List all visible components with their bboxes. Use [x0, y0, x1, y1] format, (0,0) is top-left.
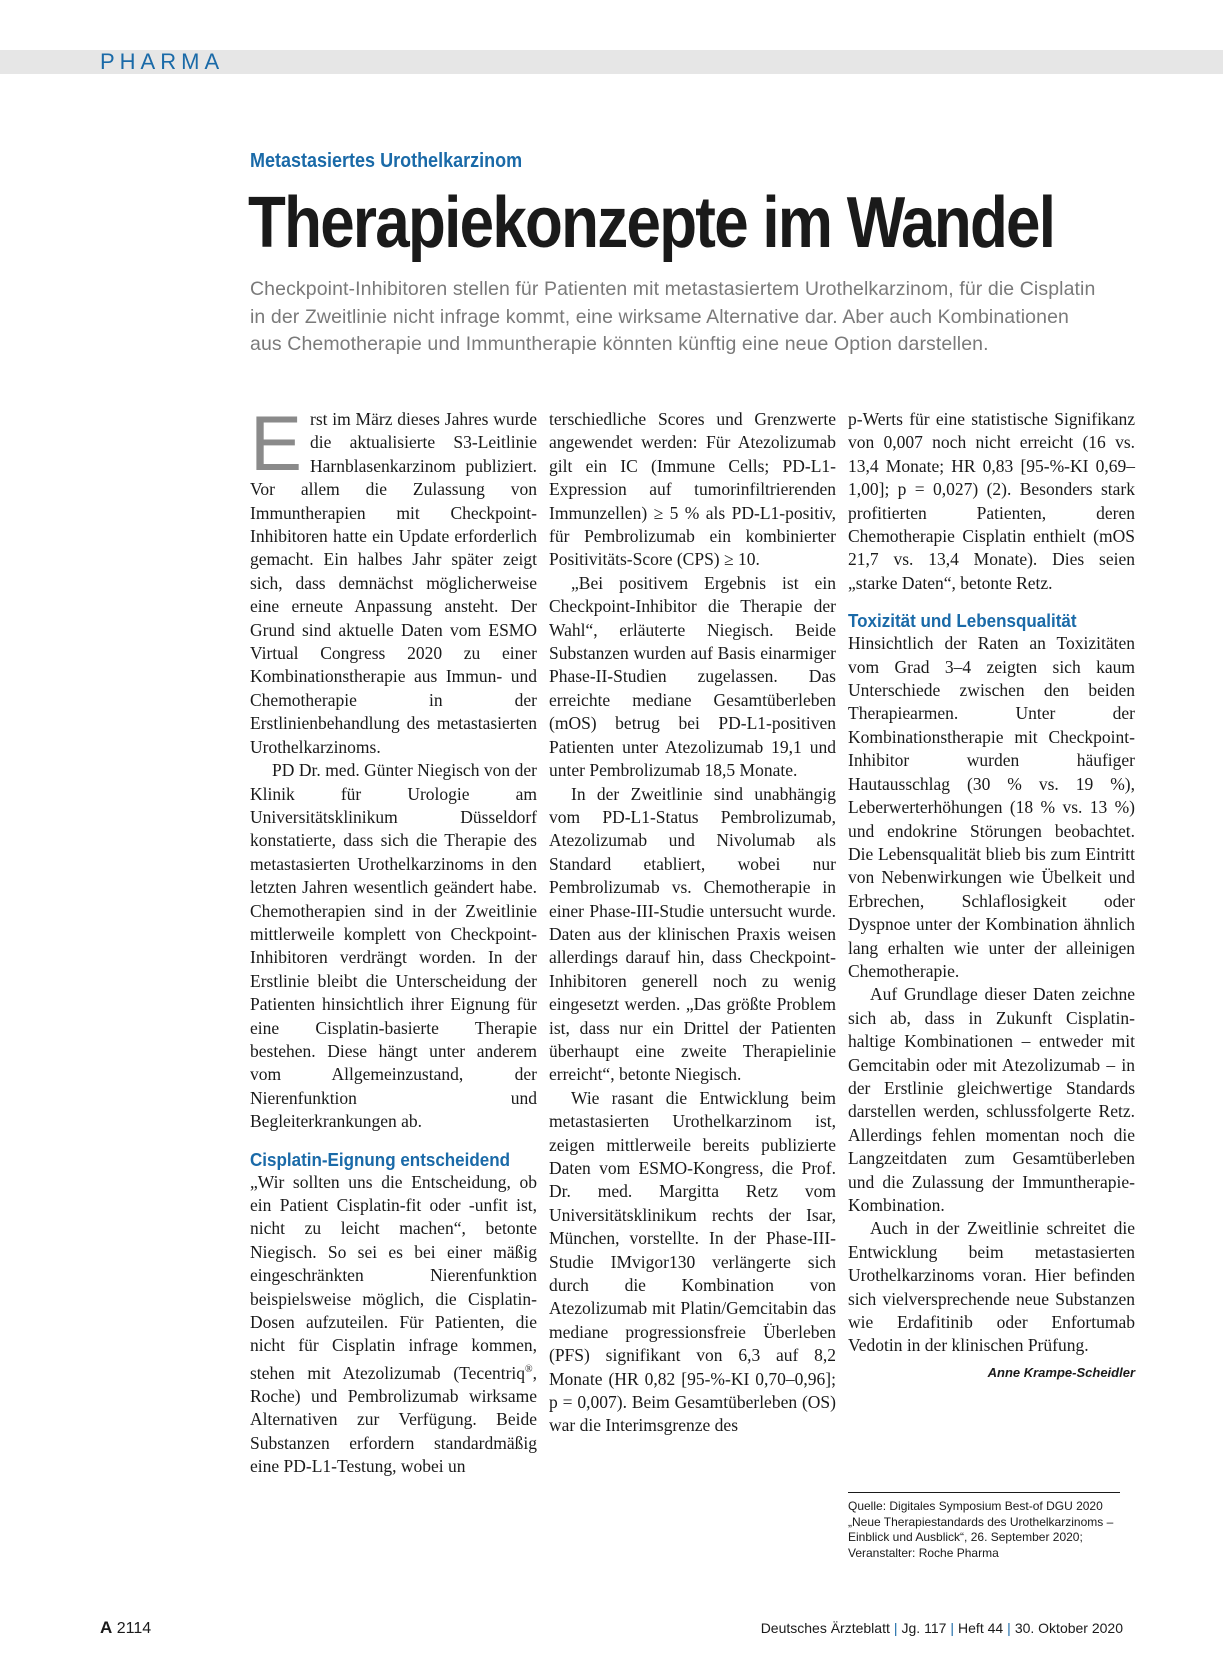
lead-line: aus Chemotherapie und Immuntherapie könnten künftig eine neue Option darstellen.	[250, 333, 989, 355]
author-byline: Anne Krampe-Scheidler	[987, 1364, 1135, 1380]
registered-mark: ®	[525, 1363, 533, 1375]
paragraph: p-Werts für eine statistische Signifikanz von 0,007 noch nicht erreicht (16 vs. 13,4 Monate; HR 0,83 [95-%-KI 0,69–1,00]; p = 0,027) (2). Besonders stark profitierten Patienten, deren Chemotherapie Cisplatin enthielt (mOS 21,7 vs. 13,4 Monate). Dies seien „starke Daten“, betonte Retz.	[848, 409, 1135, 593]
paragraph-text: Auch in der Zweitlinie schreitet die Entwicklung beim metastasierten Urothelkarzinoms voran. Hier befinden sich vielversprechende neue Substanzen wie Erdafitinib oder Enfortumab Vedotin in der klinischen Prüfung.	[848, 1218, 1135, 1356]
page-prefix: A	[100, 1618, 113, 1637]
page-number	[100, 1618, 151, 1638]
paragraph	[250, 1171, 537, 1479]
paragraph: Hinsichtlich der Raten an Toxizitäten vom Grad 3–4 zeigten sich kaum Unterschiede zwischen den beiden Therapiearmen. Unter der Kombinationstherapie mit Checkpoint-Inhibitor wurden häufiger Hautausschlag (30 % vs. 19 %), Leberwerterhöhungen (18 % vs. 13 %) und endokrine Störungen beobachtet. Die Lebensqualität blieb bis zum Eintritt von Nebenwirkungen wie Übelkeit und Erbrechen, Schlaflosigkeit oder Dyspnoe unter der Kombination ähnlich lang erhalten wie unter der alleinigen Chemotherapie.	[848, 633, 1135, 981]
article-title: Therapiekonzepte im Wandel	[248, 183, 1055, 263]
subheading: Cisplatin-Eignung entscheidend	[250, 1148, 511, 1170]
article-lead	[250, 276, 1130, 359]
source-line: „Neue Therapiestandards des Urothelkarzinoms –	[848, 1514, 1114, 1529]
journal-volume: Jg. 117	[901, 1620, 947, 1636]
paragraph: „Bei positivem Ergebnis ist ein Checkpoint-Inhibitor die Therapie der Wahl“, erläuterte Niegisch. Beide Substanzen wurden auf Basis einarmiger Phase-II-Studien zugelassen. Das erreichte mediane Gesamtüberleben (mOS) betrug bei PD-L1-positiven Patienten unter Atezolizumab 19,1 und unter Pembrolizumab 18,5 Monate.	[549, 572, 836, 781]
text-column-3	[848, 408, 1135, 1384]
source-line: Veranstalter: Roche Pharma	[848, 1545, 999, 1560]
paragraph: PD Dr. med. Günter Niegisch von der Klinik für Urologie am Universitätsklinikum Düsseldorf konstatierte, dass sich die Therapie des metastasierten Urothelkarzinoms in den letzten Jahren wesentlich geändert habe. Chemotherapien sind in der Zweitlinie mittlerweile komplett von Checkpoint-Inhibitoren verdrängt worden. In der Erstlinie bleibt die Unterscheidung der Patienten hinsichtlich ihrer Eignung für eine Cisplatin-basierte Therapie bestehen. Diese hängt unter anderem vom Allgemeinzustand, der Nierenfunktion und Begleiterkrankungen ab.	[250, 760, 537, 1132]
journal-date: 30. Oktober 2020	[1014, 1620, 1123, 1636]
page-number-value: 2114	[116, 1620, 152, 1637]
paragraph-text: „Wir sollten uns die Entscheidung, ob ein Patient Cisplatin-fit oder -unfit ist, nicht zu leicht machen“, betonte Niegisch. So sei es bei einer mäßig eingeschränkten Nierenfunktion beispielsweise möglich, die Cisplatin-Dosen aufzuteilen. Für Patienten, die nicht für Cisplatin infrage kommen, stehen mit Atezolizumab (Tecentriq	[250, 1171, 537, 1383]
separator: |	[1007, 1620, 1011, 1636]
subheading: Toxizität und Lebensqualität	[848, 610, 1077, 632]
source-line: Einblick und Ausblick“, 26. September 2020;	[848, 1530, 1083, 1544]
drop-cap: E	[250, 399, 303, 487]
paragraph: Auf Grundlage dieser Daten zeichne sich ab, dass in Zukunft Cisplatin-haltige Kombinationen – entweder mit Gemcitabin oder mit Atezolizumab – in der Erstlinie gleichwertige Standards darstellen werden, schlussfolgerte Retz. Allerdings fehlen momentan noch die Langzeitdaten zum Gesamtüberleben und die Zulassung der Immuntherapie-Kombination.	[848, 984, 1135, 1215]
paragraph-text: , Roche) und Pembrolizumab wirksame Alternativen zur Verfügung. Beide Substanzen erfordern standardmäßig eine PD-L1-Testung, wobei un	[250, 1362, 537, 1477]
text-column-1	[250, 399, 537, 1479]
lead-line: in der Zweitlinie nicht infrage kommt, eine wirksame Alternative dar. Aber auch Kombinationen	[250, 305, 1069, 328]
article-kicker: Metastasiertes Urothelkarzinom	[250, 150, 523, 172]
paragraph	[848, 1217, 1135, 1380]
journal-issue: Heft 44	[958, 1620, 1004, 1636]
separator: |	[950, 1620, 955, 1636]
paragraph: terschiedliche Scores und Grenzwerte angewendet werden: Für Atezolizumab gilt ein IC (Immune Cells; PD-L1-Expression auf tumorinfiltrierenden Immunzellen) ≥ 5 % als PD-L1-positiv, für Pembrolizumab ein kombinierter Positivitäts-Score (CPS) ≥ 10.	[549, 409, 836, 570]
lead-line: Checkpoint-Inhibitoren stellen für Patienten mit metastasiertem Urothelkarzinom, für die Cisplatin	[250, 278, 1096, 300]
source-note	[848, 1492, 1120, 1561]
journal-name: Deutsches Ärzteblatt	[760, 1620, 890, 1636]
paragraph: In der Zweitlinie sind unabhängig vom PD-L1-Status Pembrolizumab, Atezolizumab und Nivolumab als Standard etabliert, wobei nur Pembrolizumab vs. Chemotherapie in einer Phase-III-Studie untersucht wurde. Daten aus der klinischen Praxis weisen allerdings darauf hin, dass Checkpoint-Inhibitoren generell noch zu wenig eingesetzt werden. „Das größte Problem ist, dass nur ein Drittel der Patienten überhaupt eine zweite Therapielinie erreicht“, betonte Niegisch.	[549, 783, 836, 1085]
section-label: PHARMA	[100, 49, 225, 74]
paragraph: Wie rasant die Entwicklung beim metastasierten Urothelkarzinom ist, zeigen mittlerweile bereits publizierte Daten vom ESMO-Kongress, die Prof. Dr. med. Margitta Retz vom Universitätsklinikum rechts der Isar, München, vorstellte. In der Phase-III-Studie IMvigor130 verlängerte sich durch die Kombination von Atezolizumab mit Platin/Gemcitabin das mediane progressionsfreie Überleben (PFS) signifikant von 6,3 auf 8,2 Monate (HR 0,82 [95-%-KI 0,70–0,96]; p = 0,007). Beim Gesamtüberleben (OS) war die Interimsgrenze des	[549, 1087, 836, 1436]
source-line: Quelle: Digitales Symposium Best-of DGU 2020	[848, 1499, 1103, 1513]
text-column-2	[549, 408, 836, 1438]
separator: |	[893, 1620, 898, 1636]
journal-info	[761, 1620, 1123, 1636]
paragraph: rst im März dieses Jahres wurde die aktualisierte S3-Leitlinie Harnblasenkarzinom publiziert. Vor allem die Zulassung von Immuntherapien mit Checkpoint-Inhibitoren hatte ein Update erforderlich gemacht. Ein halbes Jahr später zeigt sich, dass demnächst möglicherweise eine erneute Anpassung ansteht. Der Grund sind aktuelle Daten vom ESMO Virtual Congress 2020 zu einer Kombinationstherapie aus Immun- und Chemotherapie in der Erstlinienbehandlung des metastasierten Urothelkarzinoms.	[250, 409, 537, 757]
